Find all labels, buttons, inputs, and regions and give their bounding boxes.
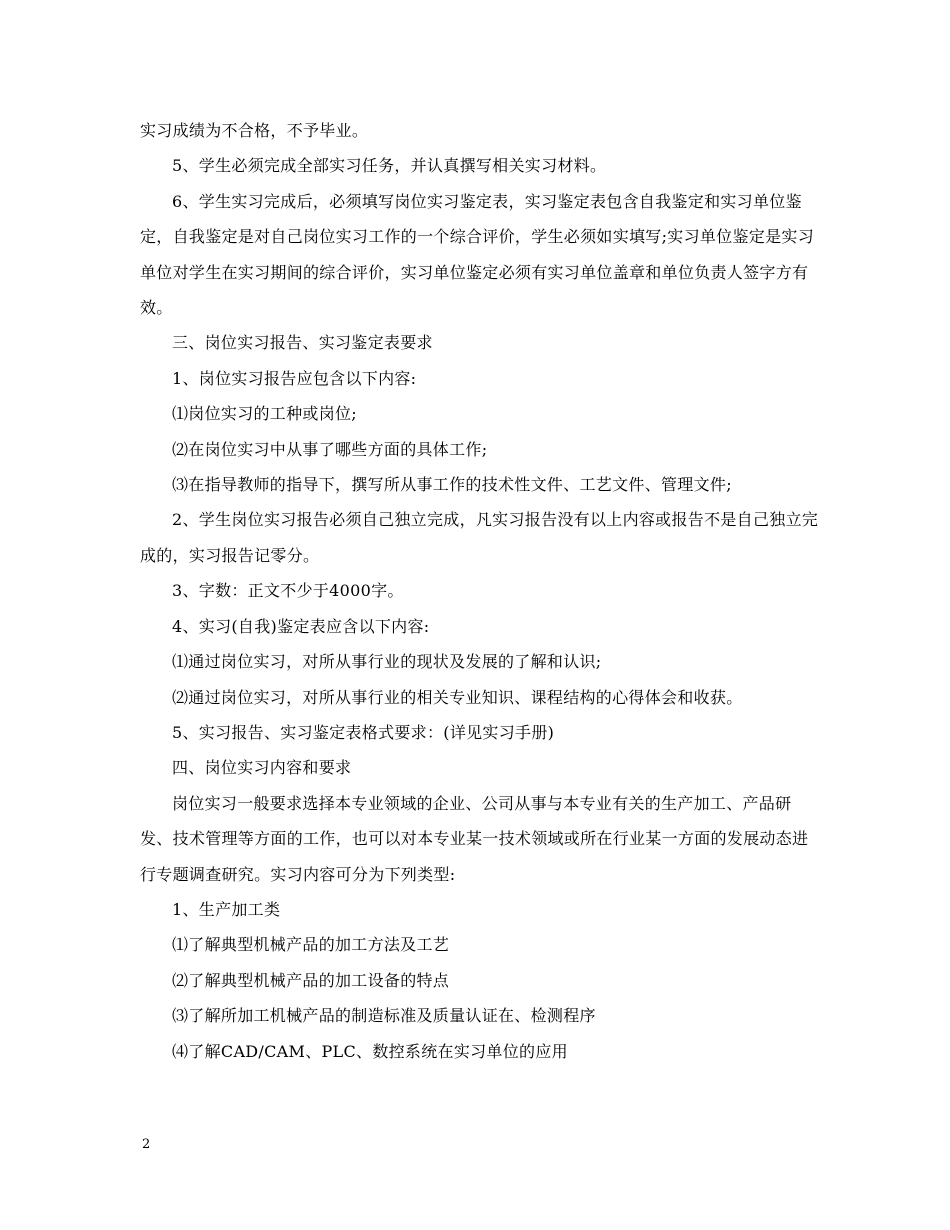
paragraph: 3、字数：正文不少于4000字。 <box>172 581 404 601</box>
paragraph: 5、学生必须完成全部实习任务，并认真撰写相关实习材料。 <box>172 156 607 176</box>
paragraph: 1、生产加工类 <box>172 899 281 919</box>
list-item: ⑴了解典型机械产品的加工方法及工艺 <box>172 935 450 955</box>
document-body <box>140 113 820 1069</box>
list-item: ⑷了解CAD/CAM、PLC、数控系统在实习单位的应用 <box>172 1041 568 1061</box>
list-item: ⑴通过岗位实习，对所从事行业的现状及发展的了解和认识; <box>172 652 602 672</box>
paragraph: 4、实习(自我)鉴定表应含以下内容: <box>172 616 430 636</box>
list-item: ⑴岗位实习的工种或岗位; <box>172 404 357 424</box>
page-number: 2 <box>142 1137 151 1152</box>
paragraph: 1、岗位实习报告应包含以下内容: <box>172 368 417 388</box>
section-heading: 三、岗位实习报告、实习鉴定表要求 <box>172 333 433 353</box>
paragraph: 2、学生岗位实习报告必须自己独立完成，凡实习报告没有以上内容或报告不是自己独立完成的，实习报告记零分。 <box>140 510 819 565</box>
list-item: ⑶在指导教师的指导下，撰写所从事工作的技术性文件、工艺文件、管理文件; <box>172 475 732 495</box>
list-item: ⑶了解所加工机械产品的制造标准及质量认证在、检测程序 <box>172 1006 596 1026</box>
paragraph: 岗位实习一般要求选择本专业领域的企业、公司从事与本专业有关的生产加工、产品研发、技术管理等方面的工作，也可以对本专业某一技术领域或所在行业某一方面的发展动态进行专题调查研究。实习内容可分为下列类型: <box>140 793 809 884</box>
section-heading: 四、岗位实习内容和要求 <box>172 758 352 778</box>
paragraph: 实习成绩为不合格，不予毕业。 <box>140 121 369 140</box>
list-item: ⑵在岗位实习中从事了哪些方面的具体工作; <box>172 439 488 459</box>
list-item: ⑵通过岗位实习，对所从事行业的相关专业知识、课程结构的心得体会和收获。 <box>172 687 743 707</box>
paragraph: 5、实习报告、实习鉴定表格式要求：(详见实习手册) <box>172 722 555 742</box>
paragraph: 6、学生实习完成后，必须填写岗位实习鉴定表，实习鉴定表包含自我鉴定和实习单位鉴定，自我鉴定是对自己岗位实习工作的一个综合评价，学生必须如实填写;实习单位鉴定是实习单位对学生在实习期间的综合评价，实习单位鉴定必须有实习单位盖章和单位负责人签字方有效。 <box>140 191 814 318</box>
list-item: ⑵了解典型机械产品的加工设备的特点 <box>172 970 450 990</box>
